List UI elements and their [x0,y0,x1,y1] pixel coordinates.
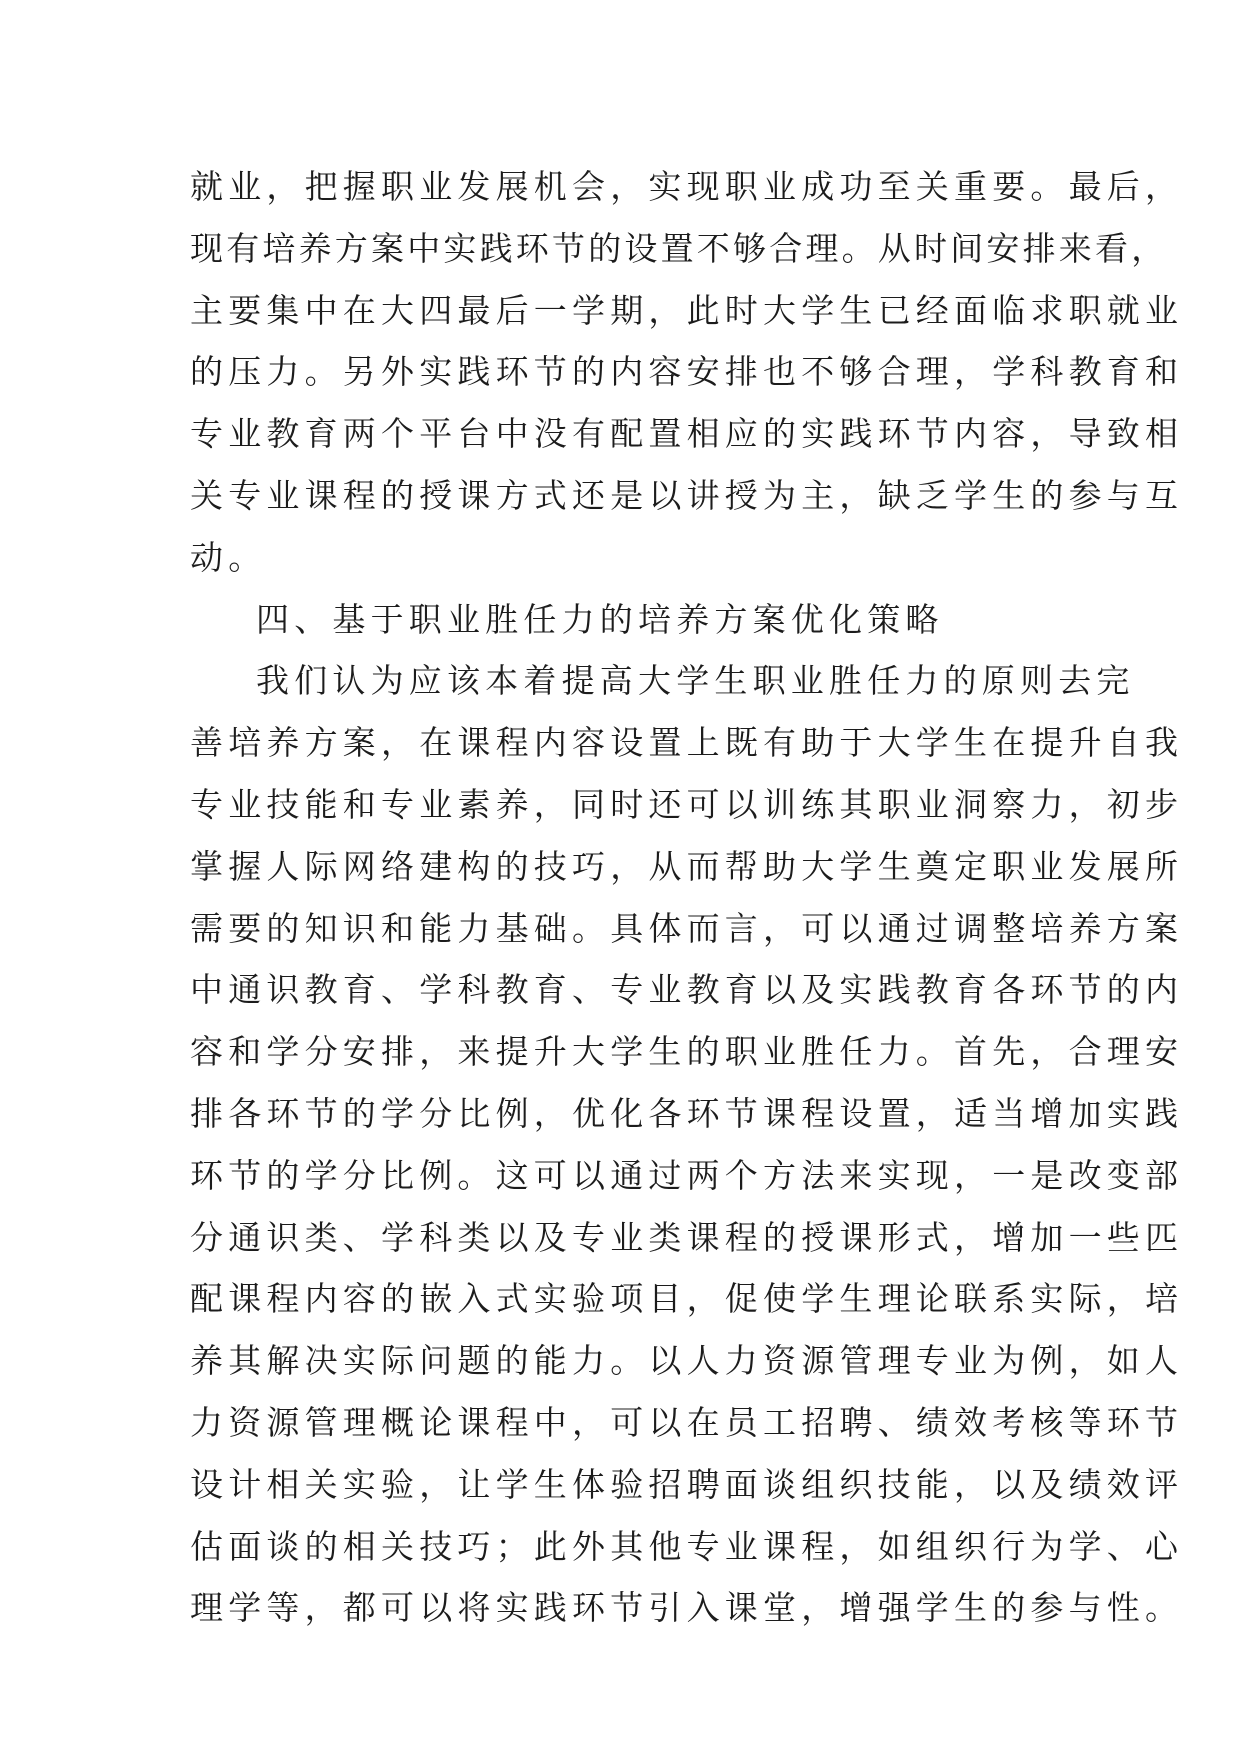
text-line: 估面谈的相关技巧；此外其他专业课程，如组织行为学、心 [190,1526,1184,1566]
text-line: 容和学分安排，来提升大学生的职业胜任力。首先，合理安 [190,1032,1184,1072]
paragraph-start: 我们认为应该本着提高大学生职业胜任力的原则去完 [256,661,1135,701]
text-line: 善培养方案，在课程内容设置上既有助于大学生在提升自我 [190,723,1184,763]
text-line: 设计相关实验，让学生体验招聘面谈组织技能，以及绩效评 [190,1464,1184,1504]
text-line: 理学等，都可以将实践环节引入课堂，增强学生的参与性。 [190,1588,1184,1628]
text-line: 养其解决实际问题的能力。以人力资源管理专业为例，如人 [190,1341,1184,1381]
text-line: 需要的知识和能力基础。具体而言，可以通过调整培养方案 [190,908,1184,948]
text-line: 中通识教育、学科教育、专业教育以及实践教育各环节的内 [190,970,1184,1010]
text-line: 的压力。另外实践环节的内容安排也不够合理，学科教育和 [190,352,1184,392]
text-line: 关专业课程的授课方式还是以讲授为主，缺乏学生的参与互 [190,475,1184,515]
text-line: 力资源管理概论课程中，可以在员工招聘、绩效考核等环节 [190,1402,1184,1442]
text-line: 主要集中在大四最后一学期，此时大学生已经面临求职就业 [190,290,1184,330]
text-line: 就业，把握职业发展机会，实现职业成功至关重要。最后， [190,167,1184,206]
section-heading: 四、基于职业胜任力的培养方案优化策略 [256,599,944,639]
body-text [190,156,1184,1639]
text-line: 掌握人际网络建构的技巧，从而帮助大学生奠定职业发展所 [190,846,1184,886]
text-line: 专业教育两个平台中没有配置相应的实践环节内容，导致相 [190,414,1184,454]
text-line: 环节的学分比例。这可以通过两个方法来实现，一是改变部 [190,1155,1184,1195]
text-line: 动。 [190,537,267,577]
text-line: 专业技能和专业素养，同时还可以训练其职业洞察力，初步 [190,784,1184,824]
text-line: 配课程内容的嵌入式实验项目，促使学生理论联系实际，培 [190,1279,1184,1319]
text-line: 排各环节的学分比例，优化各环节课程设置，适当增加实践 [190,1093,1184,1133]
text-line: 分通识类、学科类以及专业类课程的授课形式，增加一些匹 [190,1217,1184,1257]
text-line: 现有培养方案中实践环节的设置不够合理。从时间安排来看， [190,228,1168,268]
